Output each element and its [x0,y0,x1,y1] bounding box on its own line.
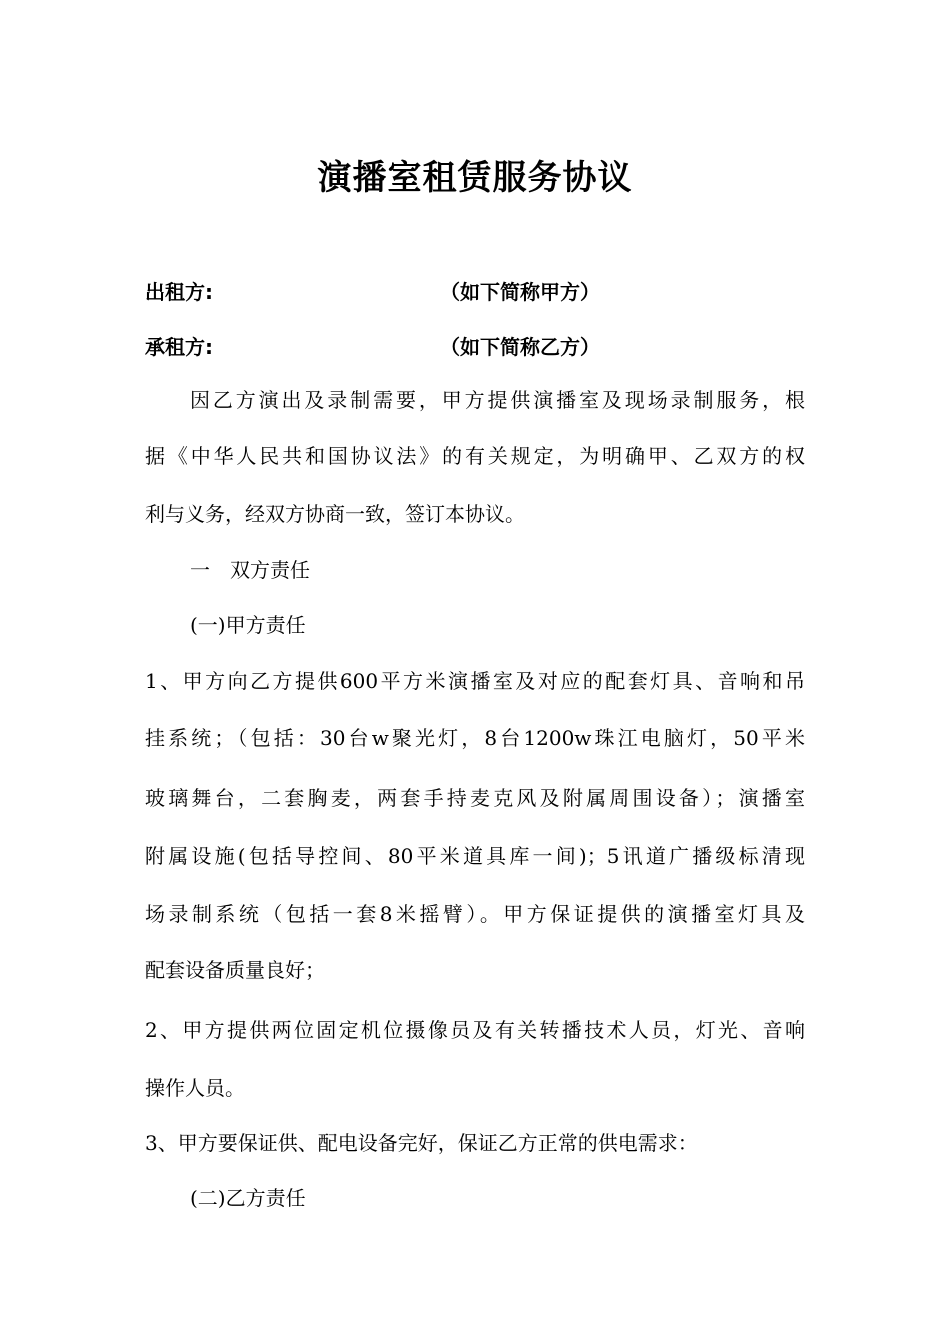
paragraph-line: 挂系统；（包括：30台w聚光灯，8台1200w珠江电脑灯，50平米 [145,726,805,750]
paragraph-line: 3、甲方要保证供、配电设备完好，保证乙方正常的供电需求： [145,1131,698,1155]
paragraph-line: 2、甲方提供两位固定机位摄像员及有关转播技术人员，灯光、音响 [145,1018,805,1042]
lessor-label: 出租方: [145,280,213,304]
document-title: 演播室租赁服务协议 [317,158,633,198]
paragraph-line: 场录制系统（包括一套8米摇臂）。甲方保证提供的演播室灯具及 [145,902,805,926]
paragraph-line: 因乙方演出及录制需要，甲方提供演播室及现场录制服务，根 [190,388,805,412]
lessee-label: 承租方: [145,335,213,359]
paragraph-line: 1、甲方向乙方提供600平方米演播室及对应的配套灯具、音响和吊 [145,669,805,693]
paragraph-line: 据《中华人民共和国协议法》的有关规定，为明确甲、乙双方的权 [145,444,805,468]
paragraph-line: 玻璃舞台，二套胸麦，两套手持麦克风及附属周围设备）；演播室 [145,786,805,810]
subsection-heading: (二)乙方责任 [190,1186,306,1210]
subsection-heading: (一)甲方责任 [190,613,306,637]
paragraph-line: 操作人员。 [145,1076,245,1100]
paragraph-line: 利与义务，经双方协商一致，签订本协议。 [145,502,525,526]
lessor-note: （如下简称甲方） [440,280,600,304]
lessee-note: （如下简称乙方） [440,335,600,359]
section-heading: 一 双方责任 [190,558,310,582]
paragraph-line: 配套设备质量良好； [145,958,325,982]
paragraph-line: 附属设施(包括导控间、80平米道具库一间)；5讯道广播级标清现 [145,844,805,868]
